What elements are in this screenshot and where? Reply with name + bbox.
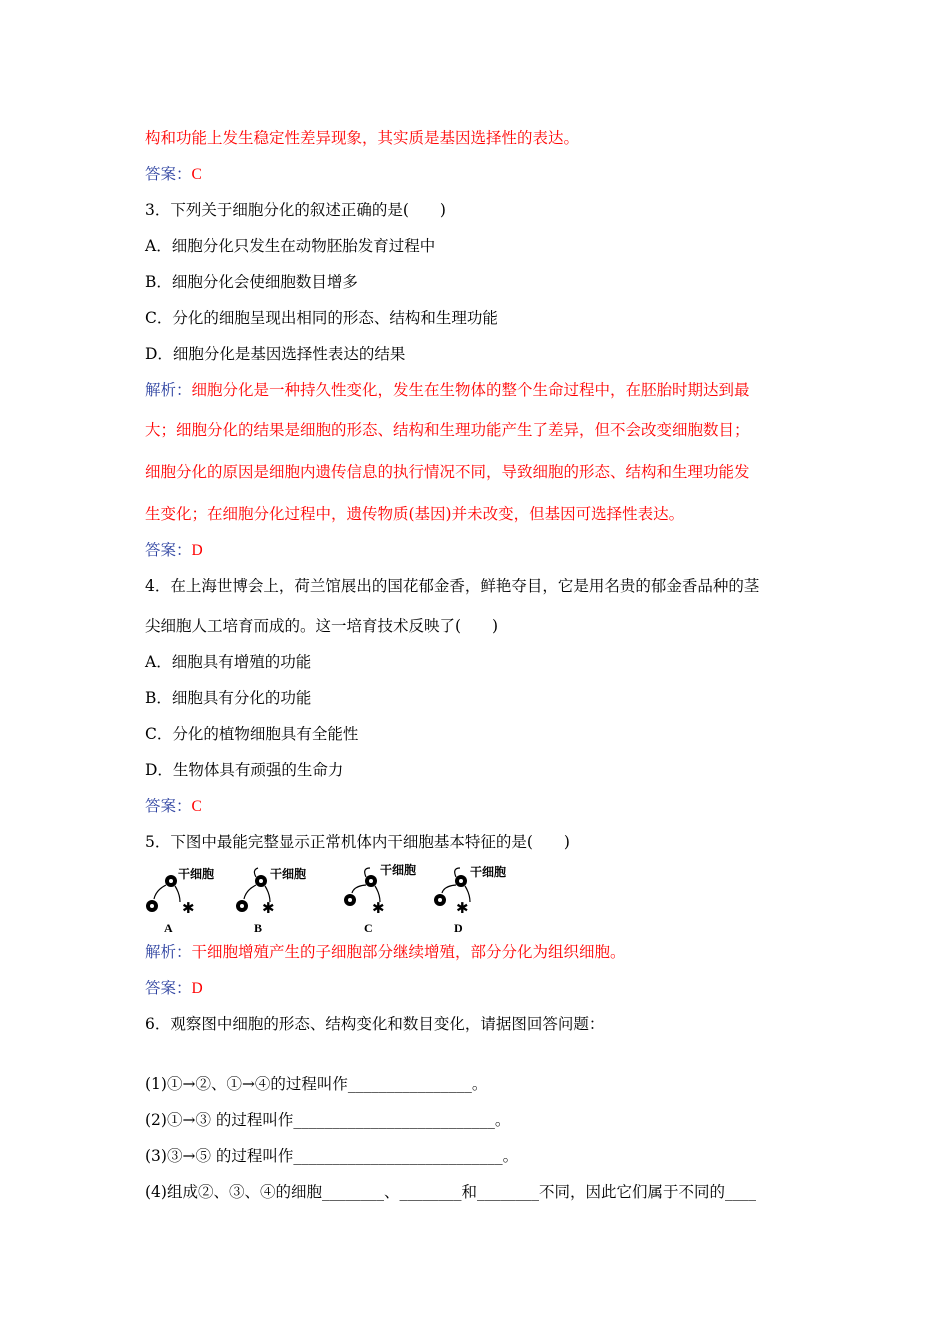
explanation-q5: 解析：干细胞增殖产生的子细胞部分继续增殖，部分分化为组织细胞。 bbox=[145, 943, 626, 961]
figure-option-c bbox=[344, 862, 416, 935]
figure-option-a bbox=[146, 866, 214, 935]
q3-option-d: D．细胞分化是基因选择性表达的结果 bbox=[145, 345, 406, 363]
answer-q3: 答案：D bbox=[145, 541, 203, 559]
question-4-line2: 尖细胞人工培育而成的。这一培育技术反映了( ) bbox=[145, 617, 499, 635]
option-label-d: D bbox=[454, 921, 463, 935]
svg-text:✱: ✱ bbox=[262, 899, 275, 917]
q6-part-2: (2)①→③ 的过程叫作__________________________。 bbox=[145, 1111, 511, 1129]
q3-option-a: A．细胞分化只发生在动物胚胎发育过程中 bbox=[145, 237, 436, 255]
figure-option-b bbox=[236, 866, 306, 935]
q4-option-b: B．细胞具有分化的功能 bbox=[145, 689, 312, 707]
answer-q2: 答案：C bbox=[145, 165, 202, 183]
q6-part-3: (3)③→⑤ 的过程叫作___________________________。 bbox=[145, 1147, 519, 1165]
question-3: 3．下列关于细胞分化的叙述正确的是( ) bbox=[145, 201, 446, 219]
explanation-continued: 构和功能上发生稳定性差异现象，其实质是基因选择性的表达。 bbox=[145, 129, 580, 147]
q6-part-1: (1)①→②、①→④的过程叫作________________。 bbox=[145, 1075, 488, 1093]
stem-cell-label-d: 干细胞 bbox=[470, 865, 507, 879]
stem-cell-figure bbox=[140, 860, 520, 940]
q4-option-c: C．分化的植物细胞具有全能性 bbox=[145, 725, 359, 743]
answer-q4: 答案：C bbox=[145, 797, 202, 815]
figure-option-d bbox=[434, 864, 506, 935]
svg-text:✱: ✱ bbox=[456, 899, 469, 917]
explanation-q3-line1: 解析：细胞分化是一种持久性变化，发生在生物体的整个生命过程中，在胚胎时期达到最 bbox=[145, 381, 750, 399]
explanation-q3-line4: 生变化；在细胞分化过程中，遗传物质(基因)并未改变，但基因可选择性表达。 bbox=[145, 505, 685, 523]
option-label-b: B bbox=[254, 921, 263, 935]
stem-cell-label-c: 干细胞 bbox=[380, 863, 417, 877]
q3-option-c: C．分化的细胞呈现出相同的形态、结构和生理功能 bbox=[145, 309, 498, 327]
answer-q5: 答案：D bbox=[145, 979, 203, 997]
explanation-q3-line2: 大；细胞分化的结果是细胞的形态、结构和生理功能产生了差异，但不会改变细胞数目； bbox=[145, 421, 750, 439]
question-4-line1: 4．在上海世博会上，荷兰馆展出的国花郁金香，鲜艳夺目，它是用名贵的郁金香品种的茎 bbox=[145, 577, 760, 595]
q4-option-d: D．生物体具有顽强的生命力 bbox=[145, 761, 344, 779]
stem-cell-label-b: 干细胞 bbox=[270, 867, 307, 881]
question-5: 5．下图中最能完整显示正常机体内干细胞基本特征的是( ) bbox=[145, 833, 570, 851]
svg-text:✱: ✱ bbox=[182, 899, 195, 917]
q3-option-b: B．细胞分化会使细胞数目增多 bbox=[145, 273, 358, 291]
q6-part-4: (4)组成②、③、④的细胞________、________和________不同，因此它们属于不同的____ bbox=[145, 1183, 756, 1201]
question-6: 6．观察图中细胞的形态、结构变化和数目变化，请据图回答问题： bbox=[145, 1015, 605, 1033]
stem-cell-label-a: 干细胞 bbox=[178, 867, 215, 881]
option-label-c: C bbox=[364, 921, 373, 935]
explanation-q3-line3: 细胞分化的原因是细胞内遗传信息的执行情况不同，导致细胞的形态、结构和生理功能发 bbox=[145, 463, 750, 481]
option-label-a: A bbox=[164, 921, 173, 935]
q4-option-a: A．细胞具有增殖的功能 bbox=[145, 653, 312, 671]
svg-text:✱: ✱ bbox=[372, 899, 385, 917]
